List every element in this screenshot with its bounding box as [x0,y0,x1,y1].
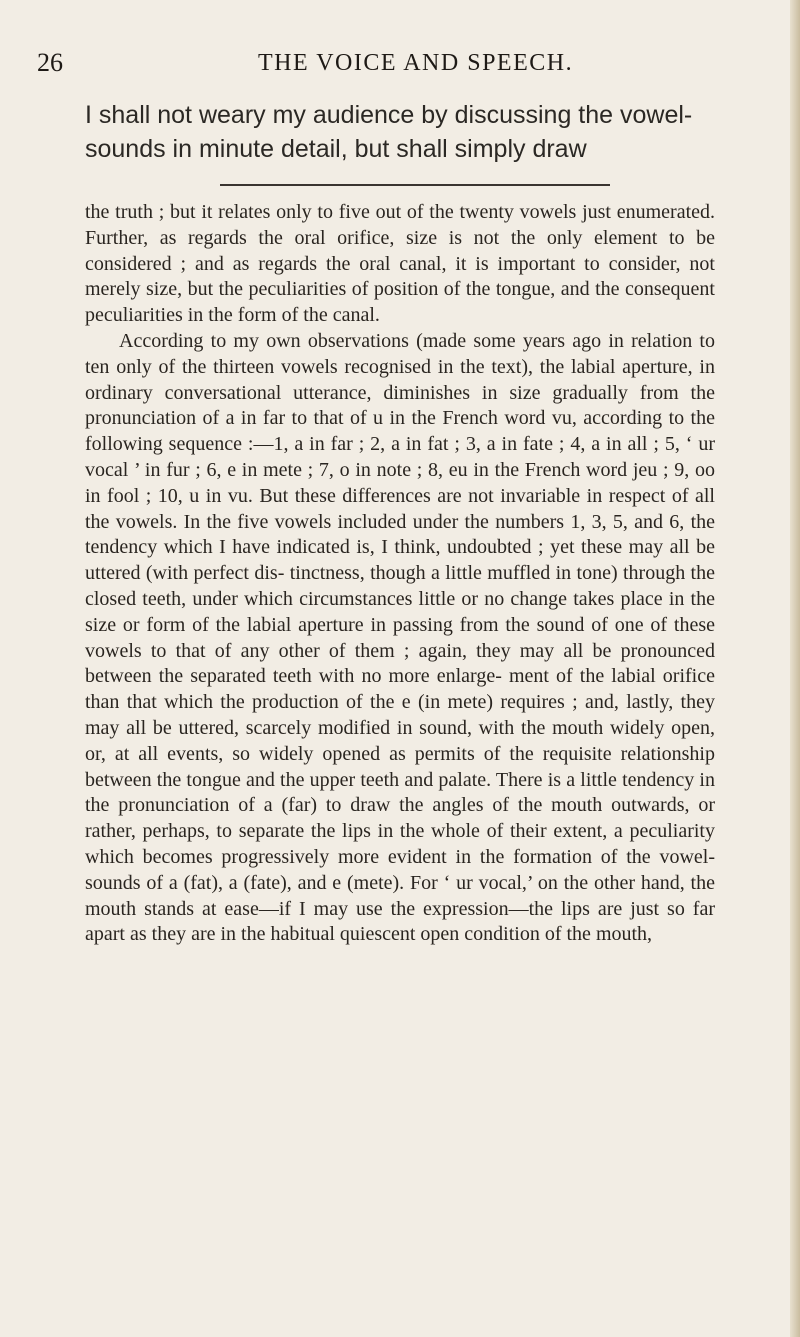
lead-paragraph: I shall not weary my audience by discussing the vowel-sounds in minute detail, but shall simply draw [85,101,693,163]
paragraph-observations: According to my own observations (made some years ago in relation to ten only of the thirteen vowels recognised in the text), the labial aperture, in ordinary conversational utterance, diminishes in size gradually from the pronunciation of a in far to that of u in the French word vu, according to the following sequence :—1, a in far ; 2, a in fat ; 3, a in fate ; 4, a in all ; 5, ‘ ur vocal ’ in fur ; 6, e in mete ; 7, o in note ; 8, eu in the French word jeu ; 9, oo in fool ; 10, u in vu. But these differences are not invariable in respect of all the vowels. In the five vowels included under the numbers 1, 3, 5, and 6, the tendency which I have indicated is, I think, undoubted ; yet these may all be uttered (with perfect dis- tinctness, though a little muffled in tone) through the closed teeth, under which circumstances little or no change takes place in the size or form of the labial aperture in passing from the sound of one of these vowels to that of any other of them ; again, they may all be pronounced between the separated teeth with no more enlarge- ment of the labial orifice than that which the production of the e (in mete) requires ; and, lastly, they may all be uttered, scarcely modified in sound, with the mouth widely open, or, at all events, so widely opened as permits of the requisite relationship between the tongue and the upper teeth and palate. There is a little tendency in the pronunciation of a (far) to draw the angles of the mouth outwards, or rather, perhaps, to separate the lips in the whole of their extent, a peculiarity which becomes progressively more evident in the formation of the vowel-sounds of a (fat), a (fate), and e (mete). For ‘ ur vocal,’ on the other hand, the mouth stands at ease—if I may use the expression—the lips are just so far apart as they are in the habitual quiescent open condition of the mouth, [85,329,715,946]
running-head: THE VOICE AND SPEECH. [258,50,574,76]
paragraph-continuation: the truth ; but it relates only to five out of the twenty vowels just enumerated. Further, as regards the oral orifice, size is not the only element to be considered ; and as regards the oral canal, it is important to consider, not merely size, but the peculiarities of position of the tongue, and the consequent peculiarities in the form of the canal. [85,201,715,327]
divider-rule [220,184,610,186]
page-number: 26 [37,48,63,77]
page-edge [790,0,800,1337]
page-header [0,40,800,80]
body-text [85,200,715,948]
